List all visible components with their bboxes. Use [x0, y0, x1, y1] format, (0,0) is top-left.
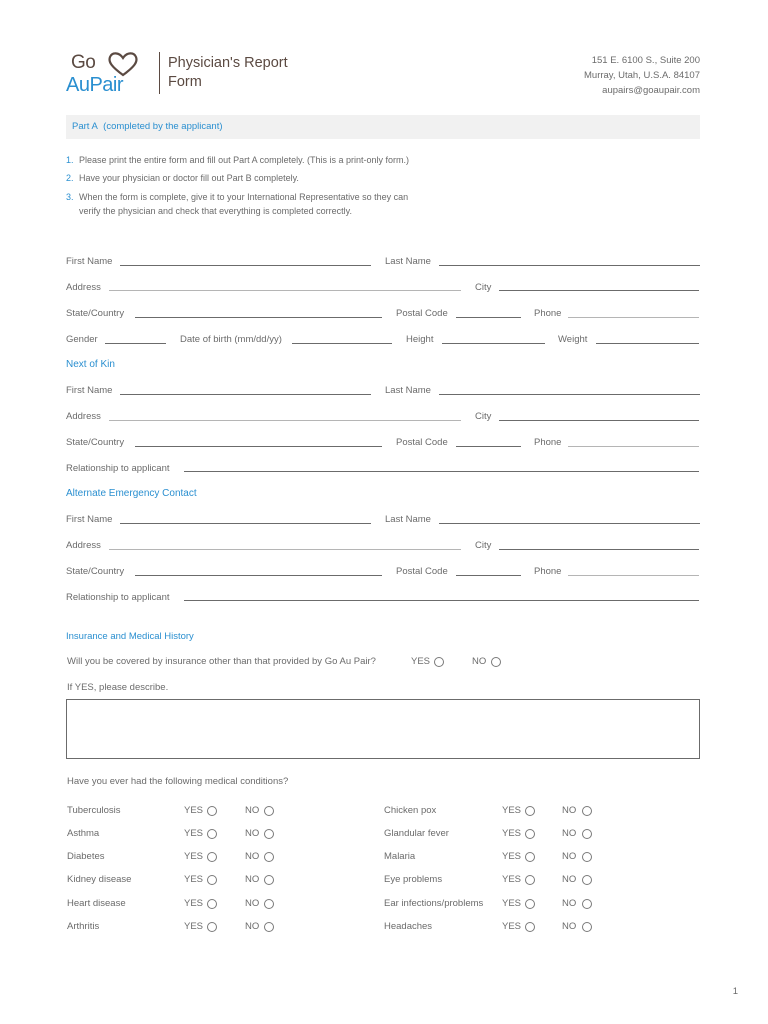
condition-yes-radio[interactable] — [207, 922, 217, 932]
condition-no-radio[interactable] — [264, 829, 274, 839]
first-name-field[interactable] — [120, 265, 371, 266]
city-label: City — [475, 282, 492, 293]
alt-city-field[interactable] — [499, 549, 699, 550]
next-of-kin-heading: Next of Kin — [66, 359, 115, 370]
kin-last-name-label: Last Name — [385, 385, 431, 396]
alt-state-country-label: State/Country — [66, 566, 125, 577]
kin-state-country-field[interactable] — [135, 446, 382, 447]
dob-label: Date of birth (mm/dd/yy) — [180, 334, 282, 345]
insurance-no-label: NO — [472, 656, 487, 667]
condition-no-label: NO — [562, 898, 577, 909]
condition-yes-label: YES — [184, 828, 204, 839]
condition-no-radio[interactable] — [582, 852, 592, 862]
instruction-text: Please print the entire form and fill out Part A completely. (This is a print-only form.) — [79, 155, 409, 165]
insurance-no-radio[interactable] — [491, 657, 501, 667]
condition-yes-radio[interactable] — [525, 829, 535, 839]
phone-label: Phone — [534, 308, 562, 319]
postal-code-label: Postal Code — [396, 308, 448, 319]
instruction-2 — [66, 171, 299, 185]
first-name-label: First Name — [66, 256, 113, 267]
page-number: 1 — [732, 986, 738, 997]
condition-yes-radio[interactable] — [525, 922, 535, 932]
company-address — [584, 53, 700, 98]
kin-relationship-label: Relationship to applicant — [66, 463, 170, 474]
condition-no-label: NO — [562, 828, 577, 839]
form-title-line2: Form — [168, 74, 202, 90]
condition-no-radio[interactable] — [582, 806, 592, 816]
insurance-heading: Insurance and Medical History — [66, 631, 194, 642]
alt-state-country-field[interactable] — [135, 575, 382, 576]
condition-yes-label: YES — [502, 921, 522, 932]
insurance-description-box[interactable] — [66, 699, 700, 759]
condition-yes-label: YES — [502, 828, 522, 839]
address-field[interactable] — [109, 290, 461, 291]
part-a-banner-text — [72, 121, 223, 132]
condition-yes-radio[interactable] — [207, 899, 217, 909]
state-country-field[interactable] — [135, 317, 382, 318]
condition-yes-label: YES — [502, 898, 522, 909]
condition-label: Headaches — [384, 921, 433, 932]
condition-yes-radio[interactable] — [207, 806, 217, 816]
condition-no-label: NO — [562, 851, 577, 862]
alt-last-name-label: Last Name — [385, 514, 431, 525]
alt-phone-field[interactable] — [568, 575, 699, 576]
instruction-number: 2. — [66, 173, 74, 183]
alt-address-field[interactable] — [109, 549, 461, 550]
condition-no-radio[interactable] — [582, 899, 592, 909]
condition-no-radio[interactable] — [582, 922, 592, 932]
instruction-number: 1. — [66, 155, 74, 165]
kin-city-field[interactable] — [499, 420, 699, 421]
condition-no-label: NO — [562, 874, 577, 885]
height-field[interactable] — [442, 343, 545, 344]
condition-yes-radio[interactable] — [525, 806, 535, 816]
condition-no-radio[interactable] — [264, 875, 274, 885]
address-label: Address — [66, 282, 101, 293]
kin-phone-label: Phone — [534, 437, 562, 448]
kin-city-label: City — [475, 411, 492, 422]
condition-label: Tuberculosis — [67, 805, 121, 816]
alt-relationship-field[interactable] — [184, 600, 699, 601]
dob-field[interactable] — [292, 343, 392, 344]
condition-label: Asthma — [67, 828, 100, 839]
kin-last-name-field[interactable] — [439, 394, 700, 395]
kin-state-country-label: State/Country — [66, 437, 125, 448]
condition-label: Arthritis — [67, 921, 100, 932]
alt-address-label: Address — [66, 540, 101, 551]
condition-no-radio[interactable] — [264, 852, 274, 862]
alt-first-name-label: First Name — [66, 514, 113, 525]
gender-field[interactable] — [105, 343, 166, 344]
part-a-label: Part A — [72, 121, 98, 132]
part-a-note: (completed by the applicant) — [103, 121, 223, 132]
condition-no-label: NO — [245, 828, 260, 839]
kin-first-name-field[interactable] — [120, 394, 371, 395]
alternate-contact-heading: Alternate Emergency Contact — [66, 488, 197, 499]
condition-yes-label: YES — [502, 805, 522, 816]
condition-no-label: NO — [245, 851, 260, 862]
weight-field[interactable] — [596, 343, 699, 344]
condition-no-radio[interactable] — [582, 875, 592, 885]
instruction-3 — [66, 190, 408, 218]
condition-yes-radio[interactable] — [525, 899, 535, 909]
condition-no-radio[interactable] — [264, 806, 274, 816]
condition-yes-label: YES — [184, 851, 204, 862]
gender-label: Gender — [66, 334, 98, 345]
condition-yes-label: YES — [184, 898, 204, 909]
go-au-pair-logo — [66, 50, 150, 96]
state-country-label: State/Country — [66, 308, 125, 319]
last-name-label: Last Name — [385, 256, 431, 267]
height-label: Height — [406, 334, 434, 345]
instruction-1 — [66, 153, 409, 167]
logo-go-text: Go — [71, 52, 96, 73]
logo-au-pair-text: AuPair — [66, 74, 124, 96]
condition-yes-label: YES — [502, 851, 522, 862]
condition-no-label: NO — [562, 921, 577, 932]
insurance-describe-label: If YES, please describe. — [67, 682, 169, 693]
condition-label: Diabetes — [67, 851, 105, 862]
postal-code-field[interactable] — [456, 317, 521, 318]
conditions-question: Have you ever had the following medical conditions? — [67, 776, 289, 787]
condition-no-radio[interactable] — [264, 922, 274, 932]
form-title-line1: Physician's Report — [168, 55, 288, 71]
kin-first-name-label: First Name — [66, 385, 113, 396]
condition-yes-radio[interactable] — [207, 852, 217, 862]
alt-phone-label: Phone — [534, 566, 562, 577]
alt-last-name-field[interactable] — [439, 523, 700, 524]
kin-phone-field[interactable] — [568, 446, 699, 447]
condition-yes-label: YES — [184, 921, 204, 932]
condition-no-label: NO — [562, 805, 577, 816]
kin-postal-code-label: Postal Code — [396, 437, 448, 448]
condition-yes-radio[interactable] — [207, 875, 217, 885]
condition-no-label: NO — [245, 898, 260, 909]
condition-label: Malaria — [384, 851, 416, 862]
condition-yes-radio[interactable] — [525, 852, 535, 862]
instruction-number: 3. — [66, 192, 74, 202]
condition-label: Eye problems — [384, 874, 443, 885]
alt-postal-code-label: Postal Code — [396, 566, 448, 577]
address-email[interactable]: aupairs@goaupair.com — [602, 85, 700, 96]
condition-no-label: NO — [245, 921, 260, 932]
kin-address-field[interactable] — [109, 420, 461, 421]
condition-no-radio[interactable] — [582, 829, 592, 839]
alt-city-label: City — [475, 540, 492, 551]
condition-label: Chicken pox — [384, 805, 437, 816]
condition-no-label: NO — [245, 805, 260, 816]
part-a-banner — [66, 115, 700, 139]
insurance-yes-radio[interactable] — [434, 657, 444, 667]
condition-label: Heart disease — [67, 898, 126, 909]
condition-yes-label: YES — [502, 874, 522, 885]
phone-field[interactable] — [568, 317, 699, 318]
instruction-text: When the form is complete, give it to your International Representative so they can — [79, 192, 409, 202]
alt-relationship-label: Relationship to applicant — [66, 592, 170, 603]
last-name-field[interactable] — [439, 265, 700, 266]
condition-label: Kidney disease — [67, 874, 132, 885]
condition-label: Ear infections/problems — [384, 898, 484, 909]
address-city: Murray, Utah, U.S.A. 84107 — [584, 70, 700, 81]
instruction-text: Have your physician or doctor fill out Part B completely. — [79, 173, 299, 183]
city-field[interactable] — [499, 290, 699, 291]
header-divider — [159, 52, 160, 94]
kin-postal-code-field[interactable] — [456, 446, 521, 447]
condition-no-radio[interactable] — [264, 899, 274, 909]
weight-label: Weight — [558, 334, 588, 345]
condition-label: Glandular fever — [384, 828, 449, 839]
kin-address-label: Address — [66, 411, 101, 422]
instruction-text-continued: verify the physician and check that everything is completed correctly. — [79, 206, 352, 216]
condition-yes-radio[interactable] — [525, 875, 535, 885]
condition-yes-radio[interactable] — [207, 829, 217, 839]
insurance-yes-label: YES — [411, 656, 431, 667]
form-title — [168, 54, 288, 92]
condition-yes-label: YES — [184, 805, 204, 816]
condition-no-label: NO — [245, 874, 260, 885]
kin-relationship-field[interactable] — [184, 471, 699, 472]
condition-yes-label: YES — [184, 874, 204, 885]
alt-postal-code-field[interactable] — [456, 575, 521, 576]
alt-first-name-field[interactable] — [120, 523, 371, 524]
insurance-question: Will you be covered by insurance other than that provided by Go Au Pair? — [67, 656, 376, 667]
address-street: 151 E. 6100 S., Suite 200 — [591, 55, 700, 66]
